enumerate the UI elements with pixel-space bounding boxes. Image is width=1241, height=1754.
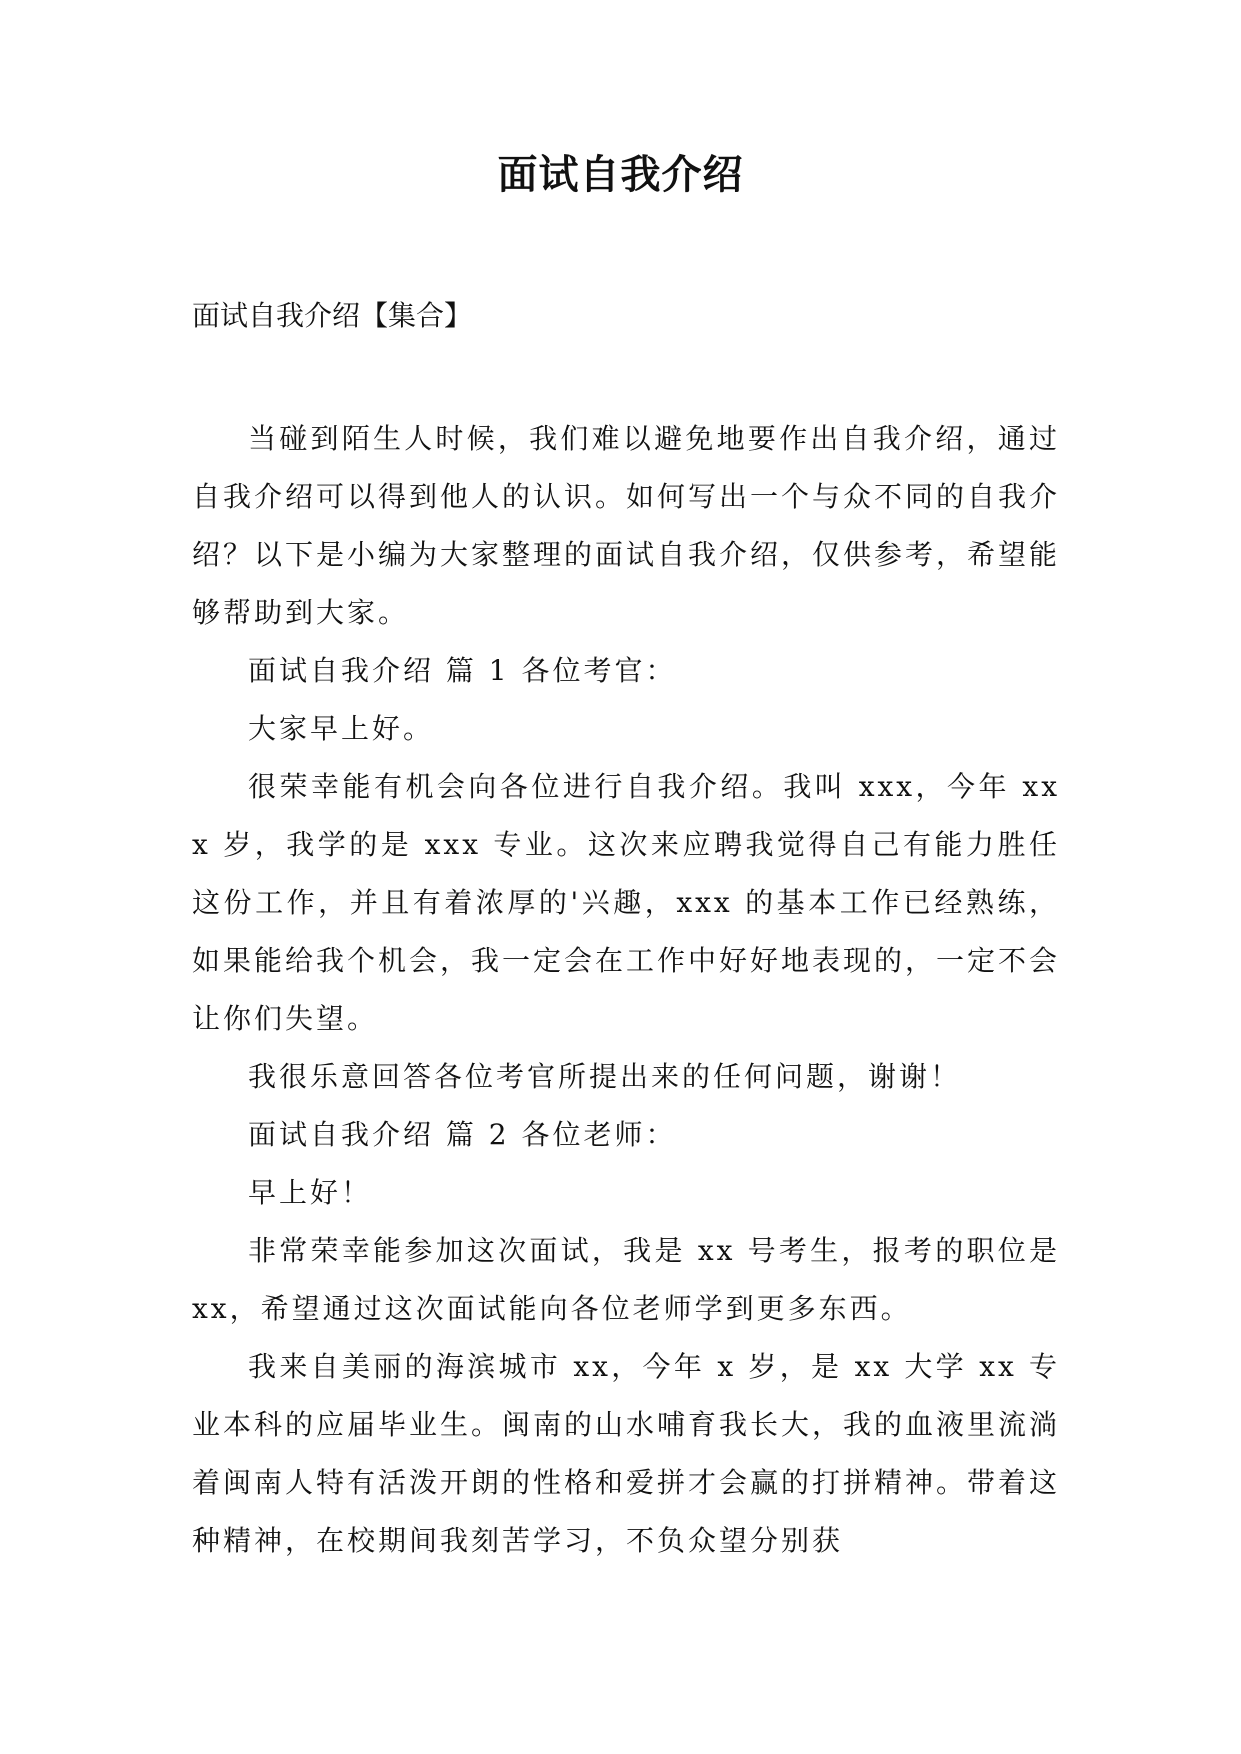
paragraph-section-2-body-2: 我来自美丽的海滨城市 xx，今年 x 岁，是 xx 大学 xx 专业本科的应届毕业生。闽南的山水哺育我长大，我的血液里流淌着闽南人特有活泼开朗的性格和爱拼才会赢的打拼精神。带着这种精神，在校期间我刻苦学习，不负众望分别获 [192,1350,1061,1557]
document-subtitle: 面试自我介绍【集合】 [192,299,473,332]
paragraph-section-1-closing: 我很乐意回答各位考官所提出来的任何问题，谢谢！ [248,1060,962,1093]
document-body [192,410,1060,1570]
paragraph-section-2-heading: 面试自我介绍 篇 2 各位老师： [248,1118,677,1151]
paragraph-intro: 当碰到陌生人时候，我们难以避免地要作出自我介绍，通过自我介绍可以得到他人的认识。如何写出一个与众不同的自我介绍？以下是小编为大家整理的面试自我介绍，仅供参考，希望能够帮助到大家。 [192,422,1061,629]
paragraph-greeting-2: 早上好！ [248,1176,373,1209]
document-title: 面试自我介绍 [497,152,744,198]
paragraph-section-1-body: 很荣幸能有机会向各位进行自我介绍。我叫 xxx，今年 xxx 岁，我学的是 xxx 专业。这次来应聘我觉得自己有能力胜任这份工作，并且有着浓厚的'兴趣，xxx 的基本工作已经熟练，如果能给我个机会，我一定会在工作中好好地表现的，一定不会让你们失望。 [192,770,1061,1035]
paragraph-section-2-body-1: 非常荣幸能参加这次面试，我是 xx 号考生，报考的职位是 xx，希望通过这次面试能向各位老师学到更多东西。 [192,1234,1060,1325]
paragraph-section-1-heading: 面试自我介绍 篇 1 各位考官： [248,654,677,687]
paragraph-greeting-1: 大家早上好。 [248,712,435,745]
